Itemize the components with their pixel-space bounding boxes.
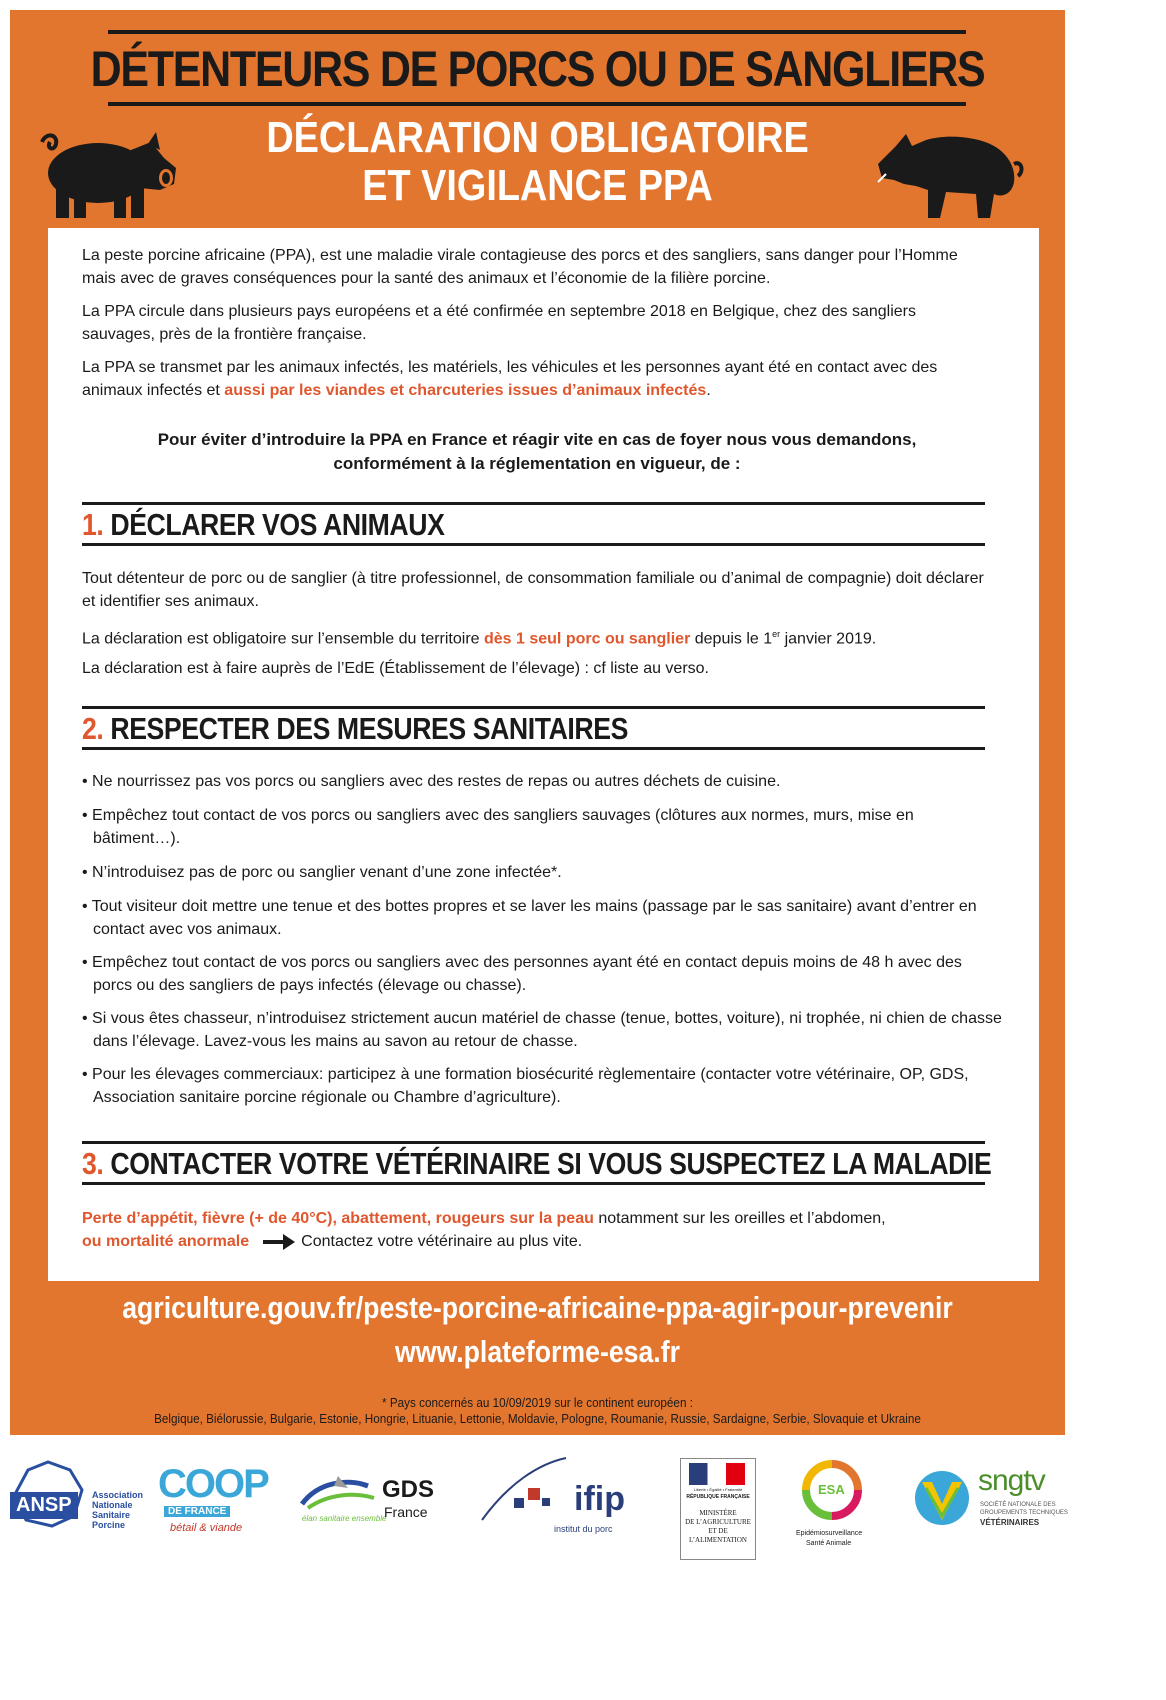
ansp-line-1: Association xyxy=(92,1490,144,1500)
logo-ifip xyxy=(478,1454,648,1544)
section-2-number: 2. xyxy=(82,711,104,746)
logo-plateforme-esa xyxy=(796,1460,886,1564)
section-3-action-line xyxy=(82,1230,992,1253)
wild-boar-silhouette-icon xyxy=(876,124,1026,220)
coop-sub: DE FRANCE xyxy=(164,1506,230,1517)
section-1-paragraph-1: Tout détenteur de porc ou de sanglier (à titre professionnel, de consommation familiale ou d’animal de compagnie) doit déclarer et identifier ses animaux. xyxy=(82,570,984,610)
sngtv-line-1: SOCIÉTÉ NATIONALE DES xyxy=(980,1502,1056,1508)
esa-top: Plateforme xyxy=(816,1476,846,1482)
gds-tagline: élan sanitaire ensemble xyxy=(302,1514,387,1523)
url-agriculture-link[interactable]: agriculture.gouv.fr/peste-porcine-africaine-ppa-agir-pour-prevenir xyxy=(122,1290,953,1325)
section-1-p2-sup: er xyxy=(772,629,781,639)
gds-name: GDS xyxy=(382,1476,435,1503)
section-2-bullet-3: • N’introduisez pas de porc ou sanglier venant d’une zone infectée*. xyxy=(82,864,562,881)
ansp-acronym: ANSP xyxy=(10,1492,78,1519)
section-1-number: 1. xyxy=(82,507,104,542)
marianne-flag-icon xyxy=(689,1463,745,1485)
section-3-title: CONTACTER VOTRE VÉTÉRINAIRE SI VOUS SUSPECTEZ LA MALADIE xyxy=(110,1146,992,1181)
esa-name: ESA xyxy=(818,1482,845,1497)
ansp-line-2: Nationale xyxy=(92,1500,133,1510)
sngtv-v-icon xyxy=(912,1468,972,1528)
logo-gds-france xyxy=(298,1470,468,1540)
section-2-bullet-6: • Si vous êtes chasseur, n’introduisez strictement aucun matériel de chasse (tenue, bottes, voiture), ni trophée, ni chien de chasse dans l’élevage. Lavez-vous les mains au savon au retour de chasse. xyxy=(82,1010,1002,1050)
section-3-number: 3. xyxy=(82,1146,104,1181)
intro-paragraph-3-highlight: aussi par les viandes et charcuteries issues d’animaux infectés xyxy=(224,382,707,399)
section-1-p2-mid: depuis le 1 xyxy=(690,630,773,648)
url-plateforme-esa-link[interactable]: www.plateforme-esa.fr xyxy=(395,1334,680,1369)
section-1-p2-start: La déclaration est obligatoire sur l’ensemble du territoire xyxy=(82,630,484,648)
call-to-action-line-1: Pour éviter d’introduire la PPA en France et réagir vite en cas de foyer nous vous demandons, xyxy=(157,430,917,449)
ifip-sub: institut du porc xyxy=(554,1524,613,1534)
section-2-bullet-2: • Empêchez tout contact de vos porcs ou sangliers avec des sangliers sauvages (clôtures aux normes, murs, mise en bâtiment…). xyxy=(82,807,914,847)
section-1-title: DÉCLARER VOS ANIMAUX xyxy=(110,507,445,542)
ifip-graphic-icon xyxy=(478,1454,568,1524)
intro-paragraph-3-end: . xyxy=(706,382,711,399)
sngtv-line-3: VÉTÉRINAIRES xyxy=(980,1518,1040,1527)
intro-paragraph-1: La peste porcine africaine (PPA), est une maladie virale contagieuse des porcs et des sangliers, sans danger pour l’Homme mais avec de graves conséquences pour la santé des animaux et l’économie de la filière porcine. xyxy=(82,247,958,287)
subtitle-line-2: ET VIGILANCE PPA xyxy=(362,161,713,210)
intro-paragraph-2: La PPA circule dans plusieurs pays européens et a été confirmée en septembre 2018 en Belgique, chez des sangliers sauvages, près de la frontière française. xyxy=(82,303,916,343)
coop-tagline: bétail & viande xyxy=(170,1522,243,1534)
section-1-paragraph-3: La déclaration est à faire auprès de l’EdE (Établissement de l’élevage) : cf liste au verso. xyxy=(82,660,709,677)
section-3-mortality: ou mortalité anormale xyxy=(82,1233,250,1250)
section-2-bullet-4: • Tout visiteur doit mettre une tenue et des bottes propres et se laver les mains (passage par le sas sanitaire) avant d’entrer en contact avec vos animaux. xyxy=(82,898,977,938)
gds-swoosh-icon xyxy=(298,1474,378,1514)
intro-paragraph-3-start: La PPA se transmet par les animaux infectés, les matériels, les véhicules et les personnes ayant été en contact avec des animaux infectés et xyxy=(82,359,938,399)
footnote-line-1: * Pays concernés au 10/09/2019 sur le continent européen : xyxy=(382,1395,693,1410)
section-3-symptoms xyxy=(82,1207,992,1230)
call-to-action-line-2: conformément à la réglementation en vigueur, de : xyxy=(333,454,741,473)
logo-ministere-agriculture xyxy=(680,1458,756,1560)
ministere-line-2: DE L’AGRICULTURE xyxy=(685,1518,751,1526)
ansp-fullname xyxy=(92,1490,143,1530)
section-1-heading xyxy=(82,502,985,546)
title-bottom-rule xyxy=(108,102,966,106)
section-2-title: RESPECTER DES MESURES SANITAIRES xyxy=(110,711,628,746)
section-2-bullet-5: • Empêchez tout contact de vos porcs ou sangliers avec des personnes ayant été en contact depuis moins de 48 h avec des porcs ou des sangliers de pays infectés (élevage ou chasse). xyxy=(82,954,962,994)
logo-ansp xyxy=(6,1460,146,1540)
ministere-line-3: ET DE xyxy=(708,1527,728,1535)
ministere-motto: Liberté • Égalité • Fraternité xyxy=(693,1487,743,1492)
poster-background xyxy=(10,10,1065,1435)
page-title: DÉTENTEURS DE PORCS OU DE SANGLIERS xyxy=(90,41,985,97)
ministere-line-4: L’ALIMENTATION xyxy=(689,1536,747,1544)
section-3-symptoms-highlight: Perte d’appétit, fièvre (+ de 40°C), abattement, rougeurs sur la peau xyxy=(82,1210,594,1227)
ansp-line-4: Porcine xyxy=(92,1520,126,1530)
ministere-rf: RÉPUBLIQUE FRANÇAISE xyxy=(686,1494,750,1500)
ministere-line-1: MINISTÈRE xyxy=(699,1509,737,1517)
section-3-symptoms-rest: notamment sur les oreilles et l’abdomen, xyxy=(593,1210,886,1227)
coop-name: COOP xyxy=(158,1462,268,1506)
ansp-line-3: Sanitaire xyxy=(92,1510,131,1520)
pig-silhouette-icon xyxy=(36,128,186,220)
partner-logos-row xyxy=(0,1440,1073,1565)
section-1-p2-highlight: dès 1 seul porc ou sanglier xyxy=(484,630,691,648)
section-1-p2-end: janvier 2019. xyxy=(780,630,877,648)
footnote-line-2: Belgique, Biélorussie, Bulgarie, Estonie, Hongrie, Lituanie, Lettonie, Moldavie, Pologne, Roumanie, Russie, Sardaigne, Serbie, Slovaquie et Ukraine xyxy=(154,1411,921,1426)
section-3-action: Contactez votre vétérinaire au plus vite. xyxy=(301,1233,583,1250)
sngtv-line-2: GROUPEMENTS TECHNIQUES xyxy=(980,1510,1068,1516)
section-3-heading xyxy=(82,1141,992,1185)
logo-coop-de-france xyxy=(158,1462,278,1542)
ministere-name xyxy=(681,1509,755,1545)
logo-sngtv xyxy=(912,1464,1068,1544)
section-2-bullet-7: • Pour les élevages commerciaux: participez à une formation biosécurité règlementaire (contacter votre vétérinaire, OP, GDS, Association sanitaire porcine régionale ou Chambre d’agriculture). xyxy=(82,1066,969,1106)
esa-sub-1: Epidémiosurveillance xyxy=(796,1530,863,1537)
ifip-name: ifip xyxy=(574,1480,625,1518)
title-top-rule xyxy=(108,30,966,34)
section-2-bullet-1: • Ne nourrissez pas vos porcs ou sangliers avec des restes de repas ou autres déchets de cuisine. xyxy=(82,773,781,790)
intro-paragraph-3 xyxy=(82,356,992,402)
section-1-paragraph-2 xyxy=(82,623,992,650)
subtitle-line-1: DÉCLARATION OBLIGATOIRE xyxy=(266,113,809,162)
section-2-heading xyxy=(82,706,985,750)
esa-sub-2: Santé Animale xyxy=(806,1540,852,1547)
sngtv-name: sngtv xyxy=(978,1464,1045,1497)
arrow-right-icon xyxy=(263,1234,295,1250)
gds-sub: France xyxy=(384,1504,428,1520)
